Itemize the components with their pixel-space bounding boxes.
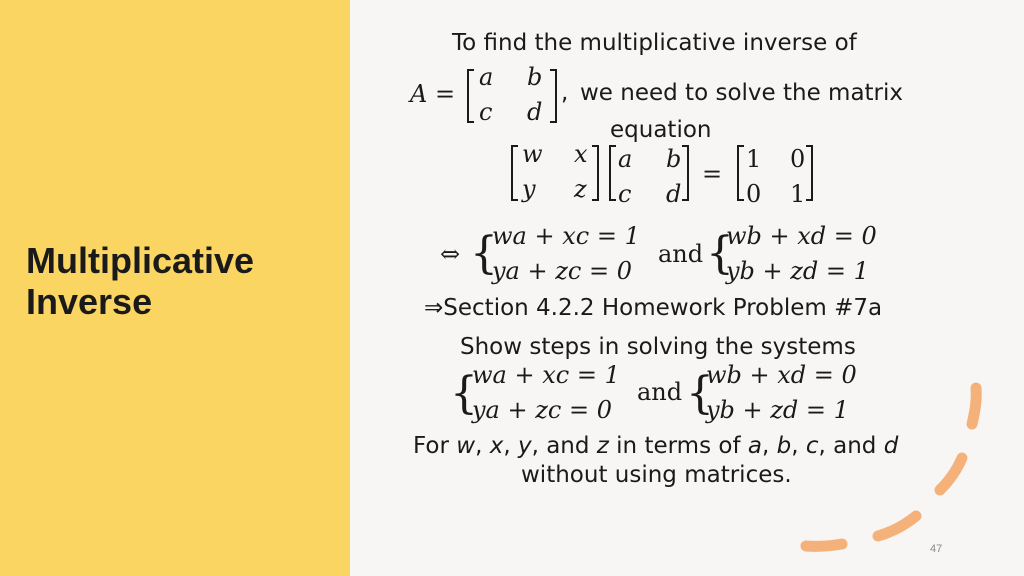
sys2-eq2: yb + zd = 1 — [726, 257, 869, 285]
page-number: 47 — [930, 543, 943, 555]
brace-left-4: { — [686, 368, 714, 419]
brace-left-2: { — [706, 228, 734, 279]
steps-sys2-eq1: wb + xd = 0 — [706, 361, 857, 389]
iff-symbol: ⇔ — [440, 240, 461, 268]
and-1: and — [658, 240, 704, 268]
steps-sys1-eq1: wa + xc = 1 — [472, 361, 620, 389]
intro-line-2: we need to solve the matrix — [580, 80, 904, 106]
homework-text: Section 4.2.2 Homework Problem #7a — [443, 295, 883, 321]
steps-sys1-eq2: ya + zc = 0 — [472, 396, 612, 424]
matrix-a — [462, 66, 562, 126]
brace-left-3: { — [450, 368, 478, 419]
eq-w: w — [522, 140, 543, 168]
matrix-a-b: b — [527, 63, 543, 91]
intro-line-1: To find the multiplicative inverse of — [452, 30, 857, 56]
identity-21: 0 — [746, 180, 762, 208]
steps-intro: Show steps in solving the systems — [460, 334, 856, 360]
var-a: a — [747, 433, 762, 459]
eq-x: x — [574, 140, 588, 168]
a-label-text: A = — [410, 80, 456, 108]
var-z: z — [596, 433, 609, 459]
var-c: c — [805, 433, 819, 459]
matrix-a-d: d — [527, 98, 543, 126]
identity-11: 1 — [746, 145, 762, 173]
title-line-1: Multiplicative — [26, 240, 255, 281]
eq-b: b — [666, 145, 682, 173]
comma: , — [561, 80, 569, 106]
var-b: b — [776, 433, 792, 459]
conclusion-line-2: without using matrices. — [521, 462, 792, 488]
matrix-a-c: c — [479, 98, 493, 126]
var-w: w — [456, 433, 476, 459]
matrix-equation-brackets — [506, 140, 822, 206]
var-d: d — [883, 433, 899, 459]
sys1-eq2: ya + zc = 0 — [492, 257, 632, 285]
eq-d: d — [666, 180, 682, 208]
eq-c: c — [618, 180, 632, 208]
sys2-eq1: wb + xd = 0 — [726, 222, 877, 250]
decorative-dashed-curve — [790, 380, 990, 560]
matrix-a-a: a — [479, 63, 494, 91]
var-x: x — [489, 433, 504, 459]
eq-z: z — [574, 175, 587, 203]
eq-a: a — [618, 145, 633, 173]
sys1-eq1: wa + xc = 1 — [492, 222, 640, 250]
eq-equals: = — [702, 160, 723, 188]
steps-sys2-eq2: yb + zd = 1 — [706, 396, 849, 424]
identity-12: 0 — [790, 145, 806, 173]
eq-y: y — [522, 175, 536, 203]
slide-title — [26, 240, 336, 322]
conclusion-line-1: For w, x, y, and z in terms of a, b, c, and d — [413, 433, 899, 459]
identity-22: 1 — [790, 180, 806, 208]
a-label — [410, 80, 455, 108]
conclusion-in-terms: in terms of — [616, 433, 741, 459]
title-line-2: Inverse — [26, 281, 153, 322]
conclusion-and-d: and — [833, 433, 877, 459]
intro-line-3: equation — [610, 117, 712, 143]
brace-left-1: { — [470, 228, 498, 279]
conclusion-for: For — [413, 433, 449, 459]
implies-symbol: ⇒ — [424, 295, 444, 321]
conclusion-and-z: and — [546, 433, 590, 459]
and-2: and — [637, 378, 683, 406]
homework-line — [424, 295, 882, 321]
var-y: y — [517, 433, 532, 459]
